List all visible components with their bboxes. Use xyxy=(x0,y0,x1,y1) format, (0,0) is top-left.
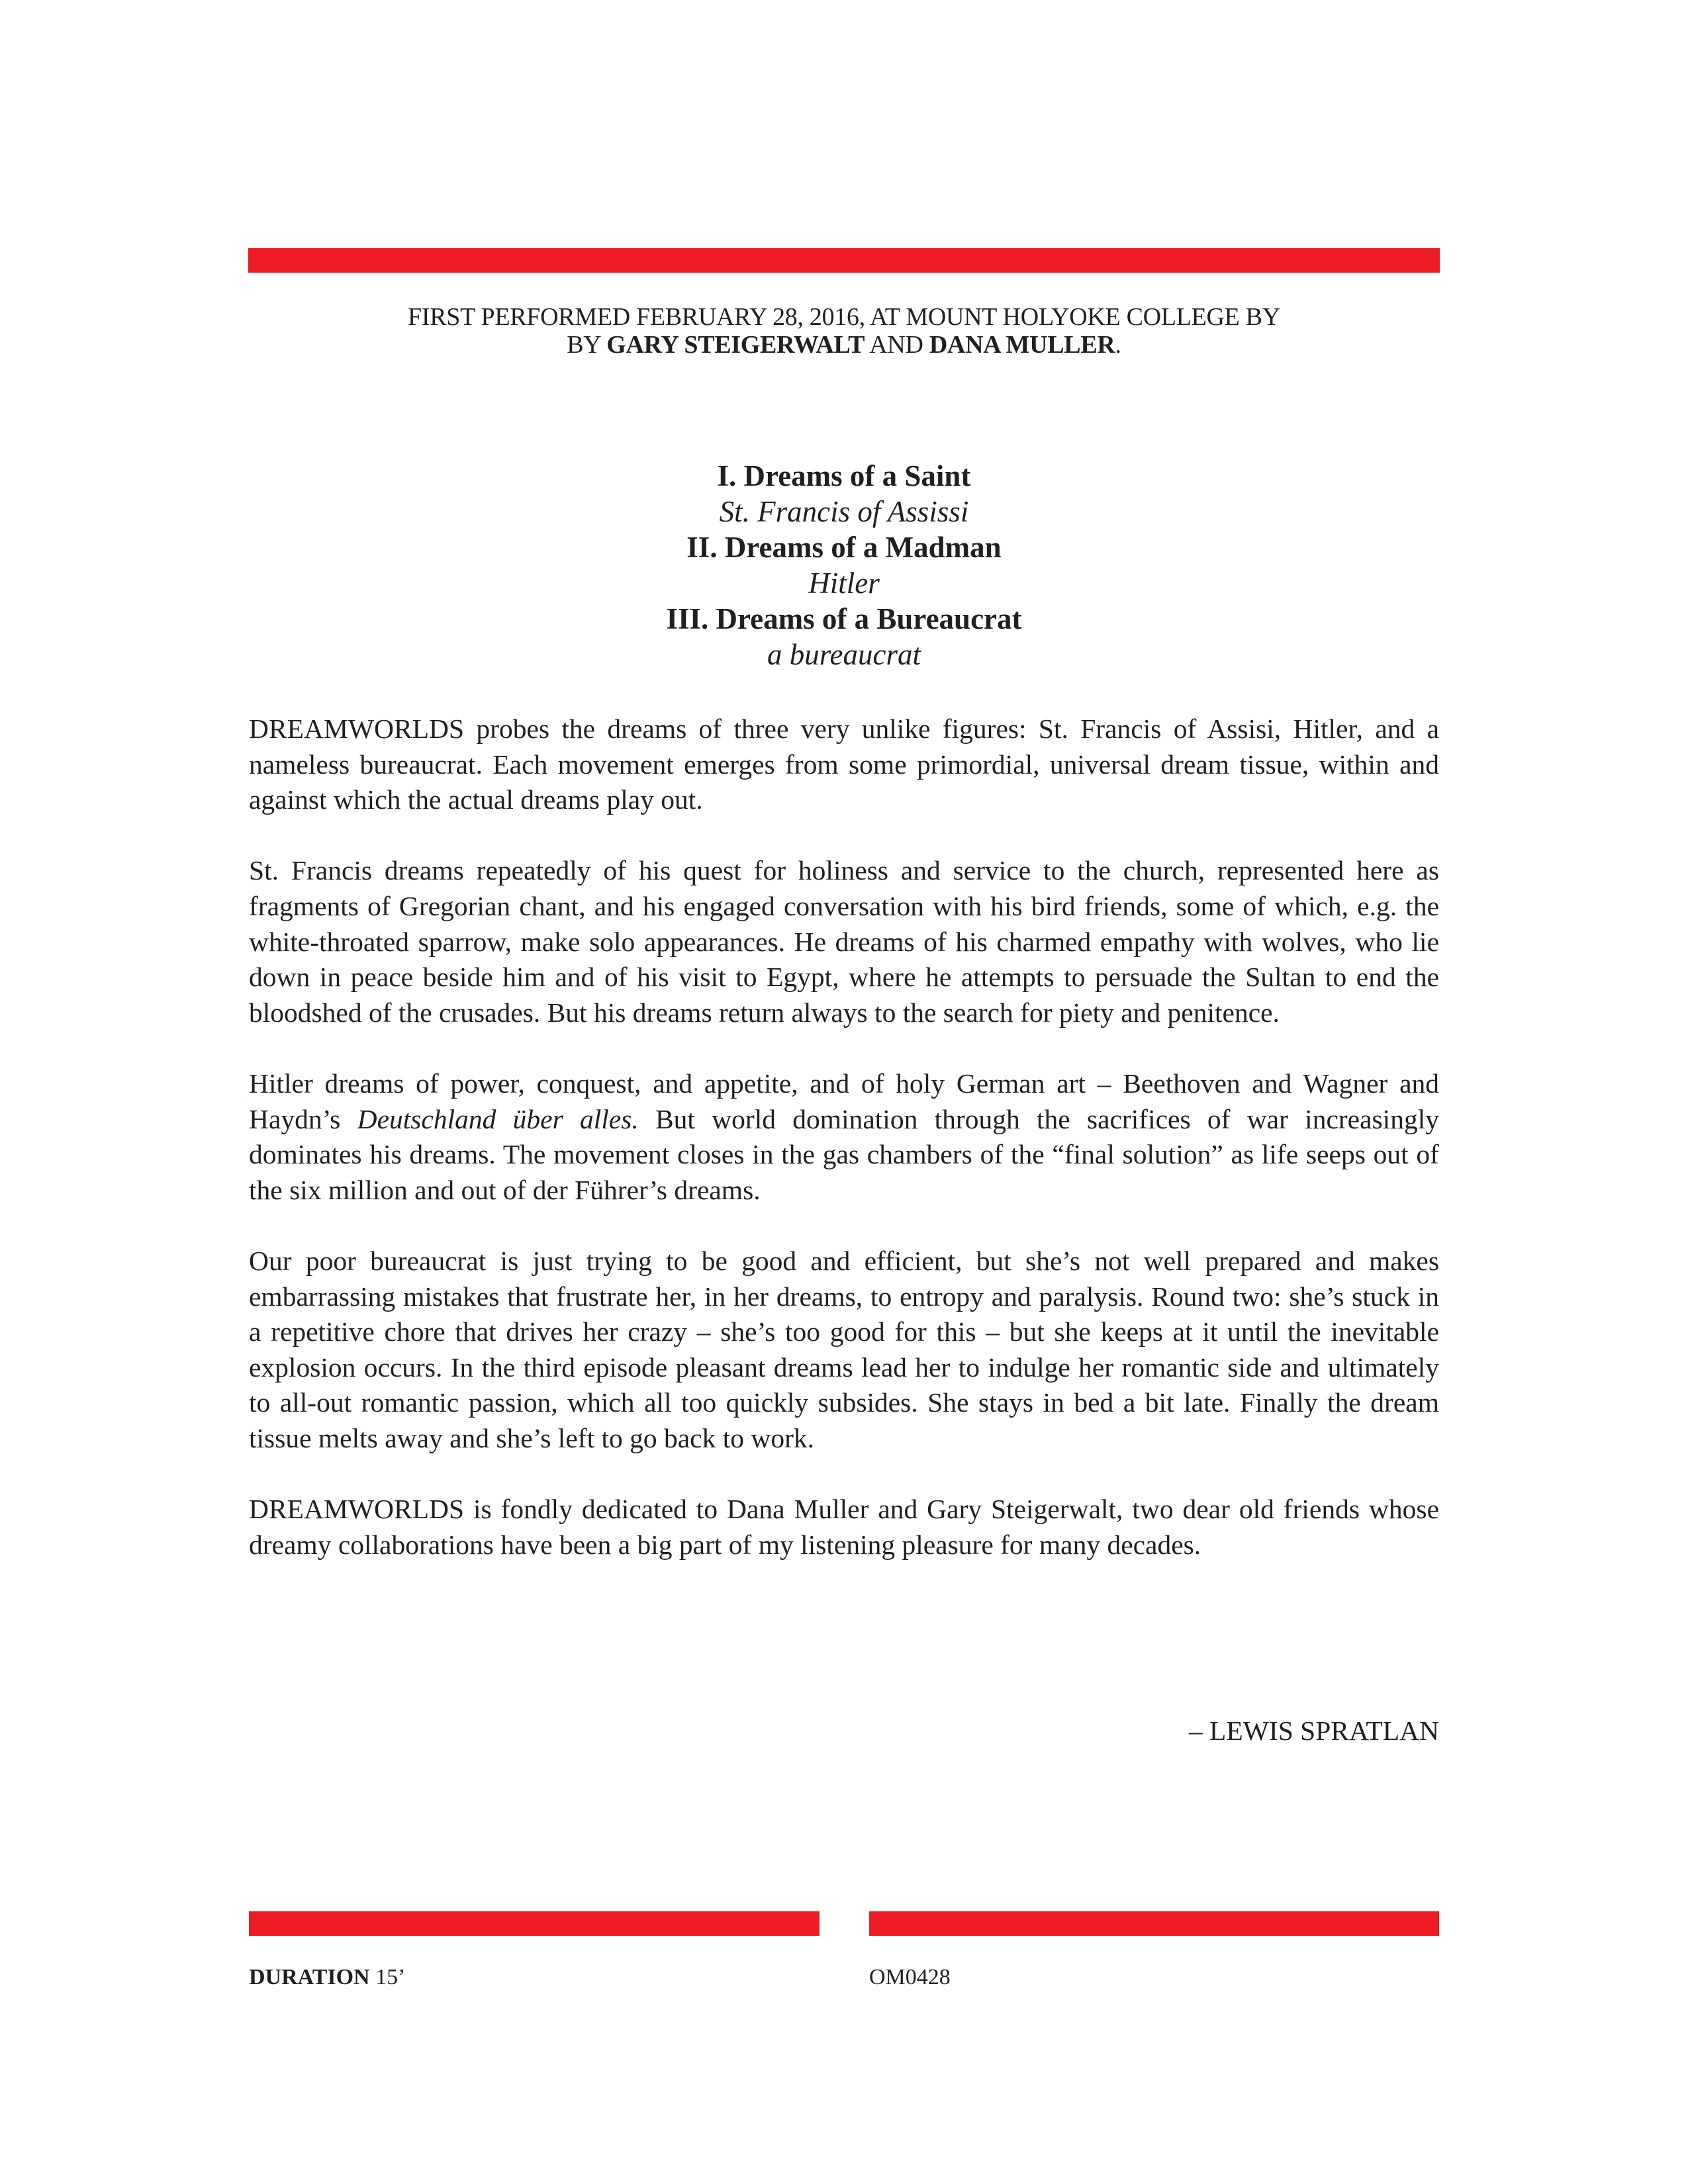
movement-subject: a bureaucrat xyxy=(767,638,921,671)
catalog-number: OM0428 xyxy=(869,1965,951,1989)
movement-subject: St. Francis of Assissi xyxy=(719,495,969,528)
paragraph-hitler xyxy=(249,1066,1439,1208)
premiere-and: AND xyxy=(865,331,929,359)
movement-title: II. Dreams of a Madman xyxy=(686,531,1002,564)
footer-accent-bar-left xyxy=(249,1911,820,1936)
author-signature: – LEWIS SPRATLAN xyxy=(1188,1715,1439,1746)
performer-2: DANA MULLER xyxy=(929,331,1115,359)
paragraph-bureaucrat: Our poor bureaucrat is just trying to be good and efficient, but she’s not well prepared and makes embarrassing mistakes that frustrate her, in her dreams, to entropy and paralysis. Round two: she’s stuck in a repetitive chore that drives her crazy – she’s too good for this – but she keeps at it until the inevitable explosion occurs. In the third episode pleasant dreams lead her to indulge her romantic side and ultimately to all-out romantic passion, which all too quickly subsides. She stays in bed a bit late. Finally the dream tissue melts away and she’s left to go back to work. xyxy=(249,1245,1439,1453)
anthem-title: Deutschland über alles. xyxy=(357,1103,639,1134)
top-accent-bar xyxy=(248,248,1440,273)
premiere-period: . xyxy=(1115,331,1121,359)
paragraph-text: But world domination through the sacrifices of war increasingly dominates his dreams. The movement closes in the gas chambers of the “final solution” as life seeps out of the six million and out of der Führer’s dreams. xyxy=(249,1103,1439,1205)
duration-label: DURATION xyxy=(249,1965,370,1989)
paragraph-dedication: DREAMWORLDS is fondly dedicated to Dana Muller and Gary Steigerwalt, two dear old friends whose dreamy collaborations have been a big part of my listening pleasure for many decades. xyxy=(249,1494,1439,1560)
premiere-by: BY xyxy=(567,331,607,359)
movements-list xyxy=(248,458,1440,672)
duration xyxy=(249,1964,405,1991)
duration-value: 15’ xyxy=(369,1965,406,1989)
premiere-credit xyxy=(248,303,1440,359)
program-notes xyxy=(249,711,1439,1598)
footer-accent-bar-right xyxy=(869,1911,1439,1936)
paragraph-text: Hitler dreams of power, conquest, and appetite, and of holy German art – Beethoven and Wagner and Haydn’s xyxy=(249,1068,1439,1134)
movement-subject: Hitler xyxy=(808,567,880,600)
premiere-line-1: FIRST PERFORMED FEBRUARY 28, 2016, AT MOUNT HOLYOKE COLLEGE BY xyxy=(408,303,1280,331)
paragraph-st-francis: St. Francis dreams repeatedly of his quest for holiness and service to the church, represented here as fragments of Gregorian chant, and his engaged conversation with his bird friends, some of which, e.g. the white-throated sparrow, make solo appearances. He dreams of his charmed empathy with wolves, who lie down in peace beside him and of his visit to Egypt, where he attempts to persuade the Sultan to end the bloodshed of the crusades. But his dreams return always to the search for piety and penitence. xyxy=(249,855,1439,1028)
performer-1: GARY STEIGERWALT xyxy=(606,331,865,359)
movement-title: I. Dreams of a Saint xyxy=(717,459,971,492)
paragraph-intro: DREAMWORLDS probes the dreams of three very unlike figures: St. Francis of Assisi, Hitler, and a nameless bureaucrat. Each movement emerges from some primordial, universal dream tissue, within and against which the actual dreams play out. xyxy=(249,713,1439,815)
premiere-line-2 xyxy=(248,331,1440,359)
movement-title: III. Dreams of a Bureaucrat xyxy=(666,602,1022,635)
